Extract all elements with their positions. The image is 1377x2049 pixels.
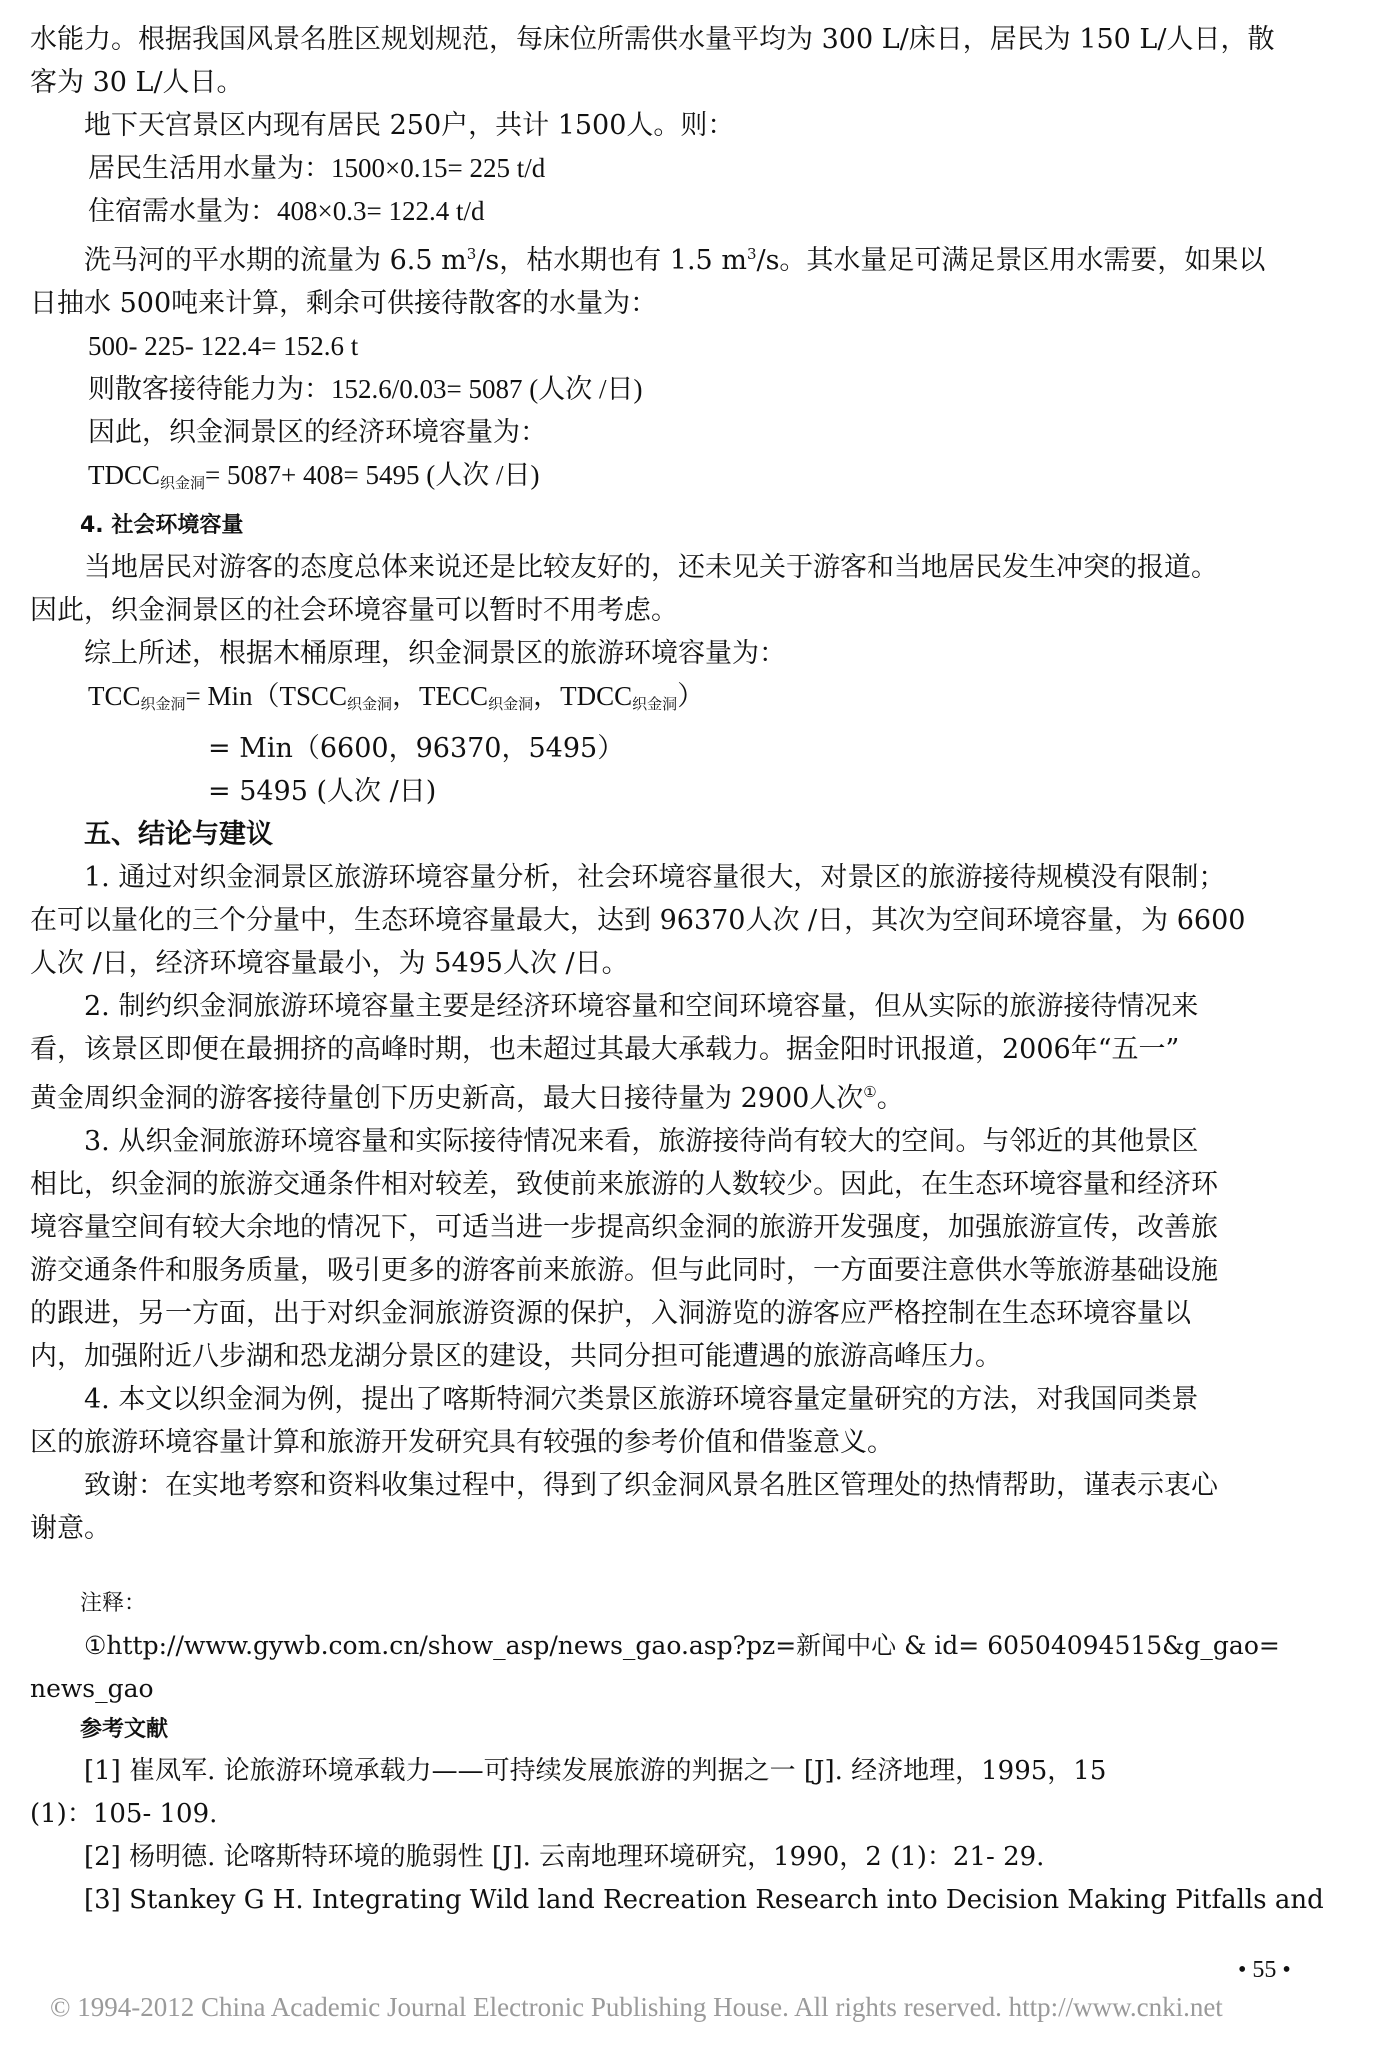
body-line: 游交通条件和服务质量，吸引更多的游客前来旅游。但与此同时，一方面要注意供水等旅游基础设施	[30, 1255, 1218, 1286]
body-line: 区的旅游环境容量计算和旅游开发研究具有较强的参考价值和借鉴意义。	[30, 1427, 894, 1458]
body-line: 的跟进，另一方面，出于对织金洞旅游资源的保护，入洞游览的游客应严格控制在生态环境容量以	[30, 1298, 1191, 1329]
body-line: 2. 制约织金洞旅游环境容量主要是经济环境容量和空间环境容量，但从实际的旅游接待情况来	[84, 991, 1199, 1022]
body-line: 看，该景区即便在最拥挤的高峰时期，也未超过其最大承载力。据金阳时讯报道，2006年“五一”	[30, 1034, 1180, 1065]
reference-line: (1)：105- 109.	[30, 1799, 218, 1829]
note-line: ①http://www.gywb.com.cn/show_asp/news_gao.asp?pz=新闻中心 & id= 60504094515&g_gao=	[84, 1631, 1280, 1660]
section-heading: 4. 社会环境容量	[80, 513, 244, 538]
notes-label: 注释：	[80, 1591, 147, 1616]
body-line: 客为 30 L/人日。	[30, 67, 244, 98]
formula-line: $TDCC_{织金洞}= 5087+ 408= 5495$ (人次 /日)	[88, 460, 540, 492]
body-line: 在可以量化的三个分量中，生态环境容量最大，达到 96370人次 /日，其次为空间环境容量，为 6600	[30, 905, 1246, 936]
copyright-footer: © 1994-2012 China Academic Journal Electronic Publishing House. All rights reserved. http://www.cnki.net	[50, 1992, 1223, 2022]
body-line: 内，加强附近八步湖和恐龙湖分景区的建设，共同分担可能遭遇的旅游高峰压力。	[30, 1341, 1002, 1372]
formula-line: 住宿需水量为：408×0.3= 122.4 t/d	[88, 196, 485, 226]
formula-line: 因此，织金洞景区的经济环境容量为：	[88, 417, 547, 447]
formula-line: 则散客接待能力为：152.6/0.03= 5087 (人次 /日)	[88, 374, 643, 404]
body-line: 洗马河的平水期的流量为 6.5 $m^3/s$，枯水期也有 1.5 $m^3/s$。其水量足可满足景区用水需要，如果以	[84, 245, 1266, 276]
formula-line: $TCC_{织金洞}=$ $Min(TSCC_{织金洞}$，$TECC_{织金洞}$，$TDCC_{织金洞}$）	[88, 681, 705, 713]
formula-line: = Min（6600，96370，5495）	[208, 733, 625, 764]
reference-line: [1] 崔凤军. 论旅游环境承载力——可持续发展旅游的判据之一 [J]. 经济地理，1995，15	[84, 1756, 1107, 1786]
references-label: 参考文献	[80, 1717, 169, 1742]
body-line: 境容量空间有较大余地的情况下，可适当进一步提高织金洞的旅游开发强度，加强旅游宣传，改善旅	[30, 1212, 1218, 1243]
body-line: 日抽水 500吨来计算，剩余可供接待散客的水量为：	[30, 288, 658, 319]
body-line: 4. 本文以织金洞为例，提出了喀斯特洞穴类景区旅游环境容量定量研究的方法，对我国同类景	[84, 1384, 1199, 1415]
paper-page	[30, 18, 1330, 1922]
body-line: 1. 通过对织金洞景区旅游环境容量分析，社会环境容量很大，对景区的旅游接待规模没有限制；	[84, 862, 1226, 893]
body-line: 综上所述，根据木桶原理，织金洞景区的旅游环境容量为：	[84, 638, 786, 669]
body-line: 因此，织金洞景区的社会环境容量可以暂时不用考虑。	[30, 595, 678, 626]
reference-line: [2] 杨明德. 论喀斯特环境的脆弱性 [J]. 云南地理环境研究，1990，2 (1)：21- 29.	[84, 1842, 1045, 1872]
reference-line: [3] Stankey G H. Integrating Wild land Recreation Research into Decision Making Pitfalls and	[84, 1885, 1324, 1915]
footnote-marker: ①	[863, 1083, 877, 1101]
formula-line: 500- 225- 122.4= 152.6 t	[88, 331, 359, 361]
section-heading: 五、结论与建议	[84, 819, 273, 850]
acknowledgement-line: 致谢：在实地考察和资料收集过程中，得到了织金洞风景名胜区管理处的热情帮助，谨表示衷心	[84, 1470, 1218, 1501]
body-line: 地下天宫景区内现有居民 250户，共计 1500人。则：	[84, 110, 735, 141]
formula-line: = 5495 (人次 /日)	[208, 776, 437, 807]
page-number: • 55 •	[1238, 1957, 1291, 1983]
body-line: 3. 从织金洞旅游环境容量和实际接待情况来看，旅游接待尚有较大的空间。与邻近的其他景区	[84, 1126, 1199, 1157]
body-line: 相比，织金洞的旅游交通条件相对较差，致使前来旅游的人数较少。因此，在生态环境容量和经济环	[30, 1169, 1218, 1200]
acknowledgement-line: 谢意。	[30, 1513, 111, 1544]
body-line: 黄金周织金洞的游客接待量创下历史新高，最大日接待量为 2900人次①。	[30, 1083, 904, 1114]
note-line: news_gao	[30, 1674, 154, 1703]
body-line: 水能力。根据我国风景名胜区规划规范，每床位所需供水量平均为 300 L/床日，居民为 150 L/人日，散	[30, 24, 1275, 55]
formula-line: 居民生活用水量为：1500×0.15= 225 t/d	[88, 153, 546, 183]
body-line: 当地居民对游客的态度总体来说还是比较友好的，还未见关于游客和当地居民发生冲突的报道。	[84, 552, 1218, 583]
body-line: 人次 /日，经济环境容量最小，为 5495人次 /日。	[30, 948, 629, 979]
